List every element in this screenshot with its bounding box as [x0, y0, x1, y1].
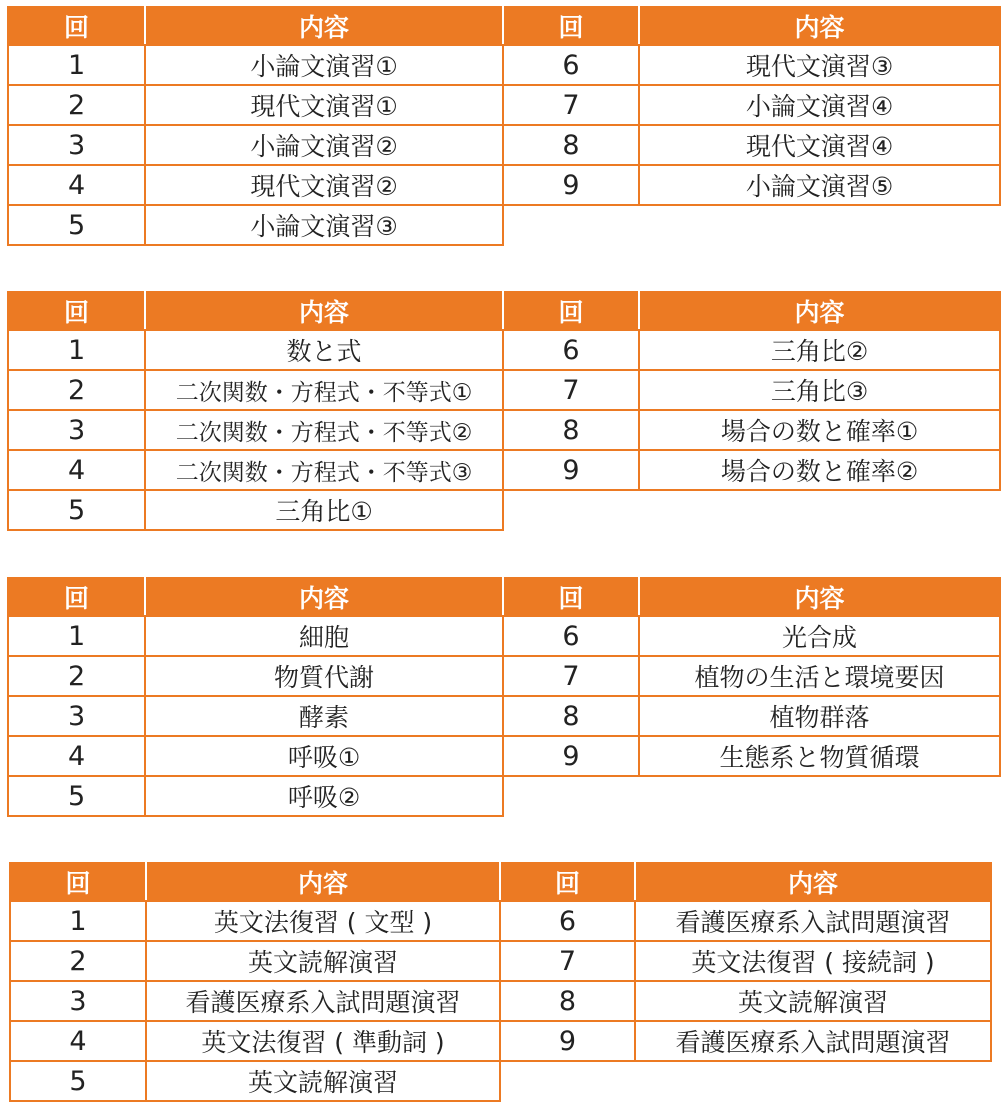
lesson-number: 2 [8, 656, 145, 696]
lesson-number: 2 [8, 85, 145, 125]
lesson-number: 5 [8, 776, 145, 816]
lesson-content: 酵素 [145, 696, 503, 736]
table-row [10, 941, 991, 981]
header-content: 内容 [146, 863, 500, 901]
lesson-number: 8 [500, 981, 635, 1021]
table-row [8, 656, 1000, 696]
table-row [8, 165, 1000, 205]
lesson-number: 9 [503, 736, 639, 776]
table-row [10, 901, 991, 941]
table-row [8, 125, 1000, 165]
lesson-content: 呼吸① [145, 736, 503, 776]
lesson-number: 7 [503, 656, 639, 696]
lesson-content: 植物の生活と環境要因 [639, 656, 1000, 696]
lesson-number: 6 [503, 616, 639, 656]
table-row [10, 1021, 991, 1061]
lesson-number: 2 [8, 370, 145, 410]
lesson-number: 8 [503, 125, 639, 165]
table-row [8, 45, 1000, 85]
empty-cell [503, 776, 1000, 816]
header-number: 回 [503, 292, 639, 330]
lesson-content: 三角比① [145, 490, 503, 530]
table-row [8, 205, 1000, 245]
table-header-row [10, 863, 991, 901]
lesson-content: 三角比② [639, 330, 1000, 370]
header-content: 内容 [145, 292, 503, 330]
lesson-content: 生態系と物質循環 [639, 736, 1000, 776]
lesson-number: 9 [500, 1021, 635, 1061]
lesson-number: 8 [503, 410, 639, 450]
lesson-number: 9 [503, 165, 639, 205]
table-row [8, 736, 1000, 776]
header-number: 回 [500, 863, 635, 901]
header-number: 回 [8, 578, 145, 616]
table-header-row [8, 578, 1000, 616]
table-row [8, 776, 1000, 816]
lesson-content: 小論文演習② [145, 125, 503, 165]
header-content: 内容 [639, 7, 1000, 45]
header-number: 回 [8, 7, 145, 45]
table-row [8, 616, 1000, 656]
lesson-content: 英文読解演習 [635, 981, 991, 1021]
lesson-content: 場合の数と確率② [639, 450, 1000, 490]
lesson-number: 1 [10, 901, 146, 941]
lesson-content: 物質代謝 [145, 656, 503, 696]
lesson-number: 8 [503, 696, 639, 736]
header-number: 回 [10, 863, 146, 901]
table-row [8, 410, 1000, 450]
lesson-number: 4 [10, 1021, 146, 1061]
table-header-row [8, 292, 1000, 330]
lesson-content: 英文読解演習 [146, 941, 500, 981]
table-row [8, 450, 1000, 490]
lesson-number: 7 [503, 85, 639, 125]
lesson-number: 3 [10, 981, 146, 1021]
header-number: 回 [503, 7, 639, 45]
table-row [8, 696, 1000, 736]
lesson-content: 英文法復習 ( 接続詞 ) [635, 941, 991, 981]
lesson-number: 6 [503, 45, 639, 85]
header-content: 内容 [145, 578, 503, 616]
lesson-number: 6 [500, 901, 635, 941]
table-row [10, 1061, 991, 1101]
empty-cell [503, 490, 1000, 530]
lesson-number: 2 [10, 941, 146, 981]
lesson-number: 1 [8, 330, 145, 370]
table-row [8, 330, 1000, 370]
schedule-table-2 [7, 291, 1001, 531]
lesson-content: 小論文演習⑤ [639, 165, 1000, 205]
empty-cell [503, 205, 1000, 245]
lesson-content: 英文法復習 ( 準動詞 ) [146, 1021, 500, 1061]
lesson-content: 細胞 [145, 616, 503, 656]
lesson-number: 4 [8, 450, 145, 490]
schedule-table-1 [7, 6, 1001, 246]
lesson-number: 1 [8, 45, 145, 85]
lesson-content: 現代文演習④ [639, 125, 1000, 165]
lesson-content: 二次関数・方程式・不等式① [145, 370, 503, 410]
lesson-content: 看護医療系入試問題演習 [635, 1021, 991, 1061]
lesson-content: 英文読解演習 [146, 1061, 500, 1101]
lesson-content: 英文法復習 ( 文型 ) [146, 901, 500, 941]
lesson-content: 現代文演習① [145, 85, 503, 125]
schedule-table-3 [7, 577, 1001, 817]
lesson-number: 5 [10, 1061, 146, 1101]
lesson-content: 小論文演習③ [145, 205, 503, 245]
lesson-number: 7 [503, 370, 639, 410]
schedule-table-4 [9, 862, 992, 1102]
lesson-content: 二次関数・方程式・不等式③ [145, 450, 503, 490]
lesson-content: 植物群落 [639, 696, 1000, 736]
lesson-number: 4 [8, 165, 145, 205]
lesson-content: 数と式 [145, 330, 503, 370]
lesson-content: 看護医療系入試問題演習 [146, 981, 500, 1021]
lesson-content: 二次関数・方程式・不等式② [145, 410, 503, 450]
lesson-number: 3 [8, 696, 145, 736]
lesson-content: 現代文演習③ [639, 45, 1000, 85]
lesson-content: 光合成 [639, 616, 1000, 656]
lesson-content: 三角比③ [639, 370, 1000, 410]
lesson-number: 3 [8, 410, 145, 450]
table-row [8, 370, 1000, 410]
header-content: 内容 [639, 292, 1000, 330]
lesson-number: 1 [8, 616, 145, 656]
lesson-content: 呼吸② [145, 776, 503, 816]
lesson-content: 看護医療系入試問題演習 [635, 901, 991, 941]
lesson-number: 4 [8, 736, 145, 776]
table-header-row [8, 7, 1000, 45]
lesson-content: 小論文演習① [145, 45, 503, 85]
table-row [8, 85, 1000, 125]
lesson-number: 3 [8, 125, 145, 165]
lesson-content: 小論文演習④ [639, 85, 1000, 125]
table-row [10, 981, 991, 1021]
header-number: 回 [8, 292, 145, 330]
lesson-number: 9 [503, 450, 639, 490]
lesson-number: 7 [500, 941, 635, 981]
header-content: 内容 [635, 863, 991, 901]
table-row [8, 490, 1000, 530]
header-number: 回 [503, 578, 639, 616]
header-content: 内容 [145, 7, 503, 45]
header-content: 内容 [639, 578, 1000, 616]
lesson-number: 5 [8, 490, 145, 530]
empty-cell [500, 1061, 991, 1101]
lesson-content: 場合の数と確率① [639, 410, 1000, 450]
lesson-number: 6 [503, 330, 639, 370]
lesson-number: 5 [8, 205, 145, 245]
lesson-content: 現代文演習② [145, 165, 503, 205]
